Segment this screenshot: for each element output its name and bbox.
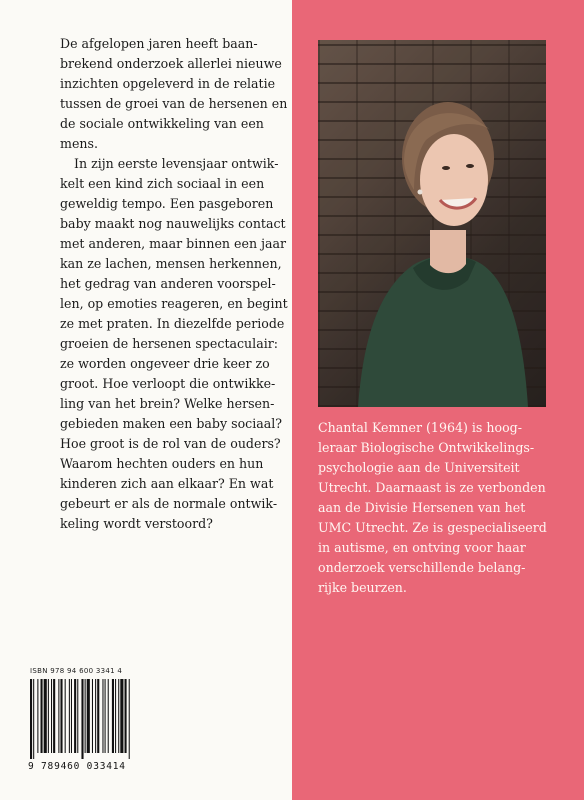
barcode-bar xyxy=(74,679,76,753)
author-photo xyxy=(318,40,546,407)
barcode-bar xyxy=(60,679,62,753)
barcode-bar xyxy=(53,679,55,753)
barcode-bar xyxy=(92,679,93,753)
barcode-bar xyxy=(44,679,47,753)
barcode-bar xyxy=(97,679,99,753)
barcode-bar xyxy=(48,679,49,753)
barcode-bar xyxy=(69,679,70,753)
barcode-bar xyxy=(81,679,83,759)
barcode-bar xyxy=(102,679,103,753)
barcode-bar xyxy=(108,679,109,753)
blurb-text xyxy=(60,34,290,534)
barcode-bar xyxy=(51,679,52,753)
barcode-bar xyxy=(71,679,72,753)
blurb-paragraph-1: De afgelopen jaren heeft baan- brekend onderzoek allerlei nieuwe inzichten opgeleverd in de relatie tussen de groei van de hersenen en de sociale ontwikkeling van een mens. xyxy=(60,36,288,151)
blurb-paragraph-2: In zijn eerste levensjaar ontwik- kelt een kind zich sociaal in een geweldig tempo. Een pasgeboren baby maakt nog nauwelijks contact met anderen, maar binnen een jaar kan ze lachen, mensen herkennen, het gedrag van anderen voorspel- len, op emoties reageren, en begint ze met praten. In diezelfde periode groeien de hersenen spectaculair: ze worden ongeveer drie keer zo groot. Hoe verloopt die ontwikke- ling van het brein? Welke hersen- gebieden maken een baby sociaal? Hoe groot is de rol van de ouders? Waarom hechten ouders en hun kinderen zich aan elkaar? En wat gebeurt er als de normale ontwik- keling wordt verstoord? xyxy=(60,156,288,531)
barcode xyxy=(28,679,158,761)
barcode-bar xyxy=(112,679,114,753)
barcode-bar xyxy=(95,679,96,753)
barcode-digits: 9 789460 033414 xyxy=(28,761,126,772)
barcode-bar xyxy=(129,679,130,759)
barcode-bar xyxy=(58,679,59,753)
isbn-label: ISBN 978 94 600 3341 4 xyxy=(30,667,123,675)
barcode-bar xyxy=(85,679,86,753)
barcode-bar xyxy=(37,679,38,753)
author-portrait-illustration xyxy=(318,40,546,407)
author-bio: Chantal Kemner (1964) is hoog- leraar Biologische Ontwikkelings- psychologie aan de Universiteit Utrecht. Daarnaast is ze verbonden aan de Divisie Hersenen van het UMC Utrecht. Ze is gespecialiseerd in autisme, en ontving voor haar onderzoek verschillende belang- rijke beurzen. xyxy=(318,420,547,595)
barcode-bar xyxy=(65,679,66,753)
barcode-bar xyxy=(77,679,78,753)
barcode-bar xyxy=(115,679,116,753)
barcode-bar xyxy=(87,679,90,753)
barcode-bar xyxy=(41,679,43,753)
barcode-bar xyxy=(120,679,123,753)
barcode-bar xyxy=(30,679,32,759)
barcode-bar xyxy=(118,679,119,753)
barcode-bar xyxy=(125,679,127,753)
barcode-bar xyxy=(33,679,34,759)
barcode-bar xyxy=(105,679,106,753)
